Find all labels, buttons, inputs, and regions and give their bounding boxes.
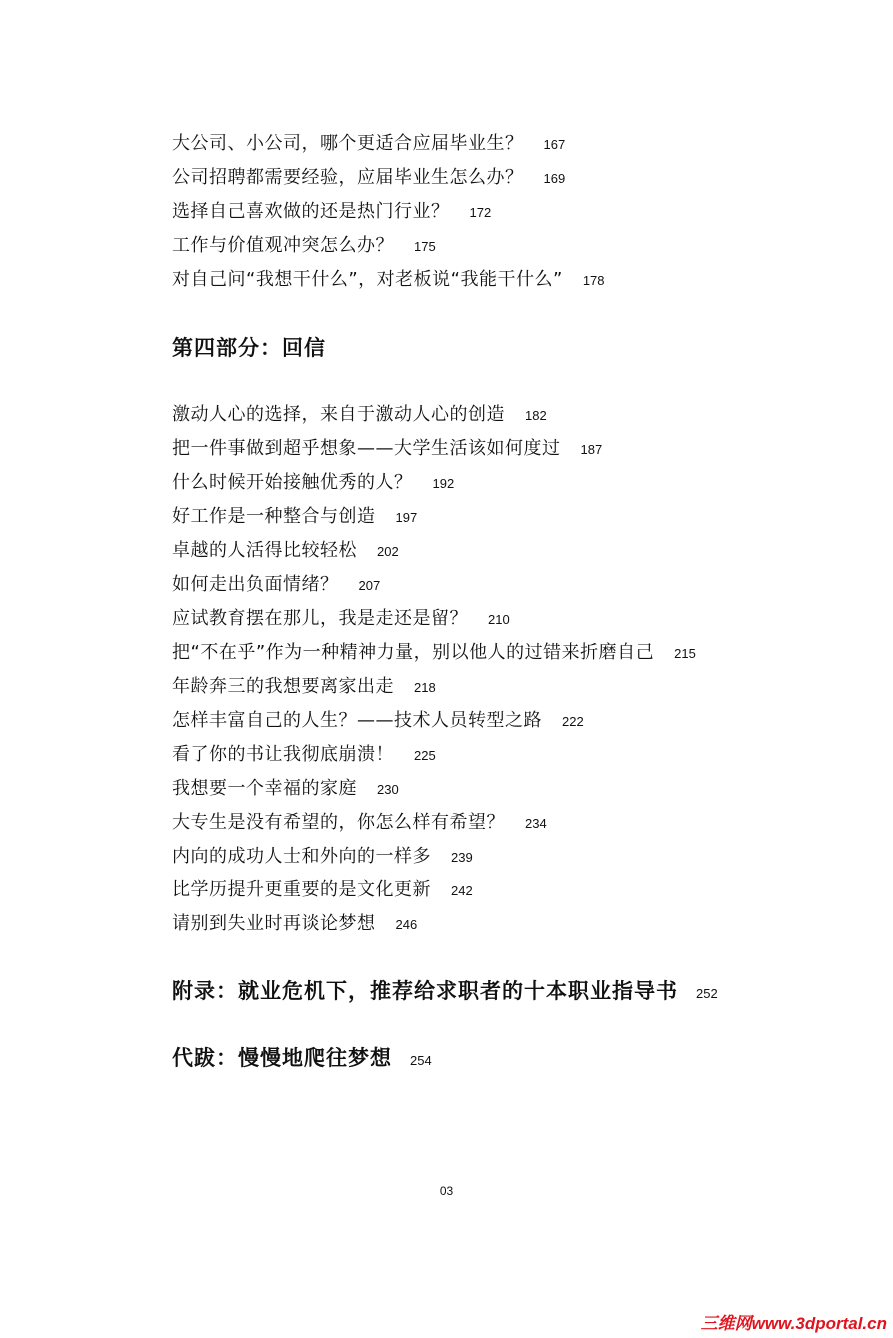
toc-entry-page: 218: [414, 680, 436, 695]
toc-entry-title: 大公司、小公司，哪个更适合应届毕业生？: [172, 133, 524, 154]
toc-entry: [172, 607, 510, 632]
toc-entry-title: 什么时候开始接触优秀的人？: [172, 472, 413, 493]
toc-entry-title: 公司招聘都需要经验，应届毕业生怎么办？: [172, 167, 524, 188]
toc-entry-title: 工作与价值观冲突怎么办？: [172, 235, 394, 256]
toc-entry-page: 182: [525, 408, 547, 423]
toc-entry-page: 207: [358, 578, 381, 593]
toc-entry: [172, 403, 547, 428]
toc-entry-title: 看了你的书让我彻底崩溃！: [172, 744, 394, 765]
toc-entry: [172, 912, 417, 937]
part4-heading: 第四部分：回信: [172, 336, 326, 360]
toc-entry-page: 246: [395, 917, 418, 932]
toc-entry-page: 225: [414, 748, 436, 763]
toc-entry: [172, 811, 547, 836]
toc-entry: [172, 132, 565, 157]
toc-entry-title: 年龄奔三的我想要离家出走: [172, 676, 394, 697]
toc-entry-page: 202: [377, 544, 399, 559]
toc-entry-title: 选择自己喜欢做的还是热门行业？: [172, 201, 450, 222]
toc-entry-title: 内向的成功人士和外向的一样多: [172, 846, 431, 867]
toc-entry: [172, 777, 399, 802]
toc-entry-page: 178: [582, 273, 605, 288]
toc-entry-page: 187: [580, 442, 603, 457]
toc-entry-title: 我想要一个幸福的家庭: [172, 778, 357, 799]
toc-entry-title: 大专生是没有希望的，你怎么样有希望？: [172, 812, 505, 833]
toc-entry: [172, 878, 473, 903]
appendix-page: 252: [696, 986, 718, 1001]
watermark: 三维网www.3dportal.cn: [700, 1314, 887, 1333]
toc-entry-page: 192: [432, 476, 455, 491]
toc-entry-title: 应试教育摆在那儿，我是走还是留？: [172, 608, 468, 629]
toc-entry-title: 对自己问“我想干什么”，对老板说“我能干什么”: [172, 269, 563, 290]
toc-entry-page: 169: [543, 171, 566, 186]
postscript-heading: [172, 1044, 432, 1075]
toc-entry-page: 234: [525, 816, 547, 831]
toc-entry-title: 请别到失业时再谈论梦想: [172, 913, 376, 934]
toc-entry-title: 把一件事做到超乎想象——大学生活该如何度过: [172, 438, 561, 459]
toc-entry-page: 210: [488, 612, 510, 627]
toc-entry: [172, 743, 436, 768]
toc-entry-page: 172: [469, 205, 492, 220]
toc-entry: [172, 709, 584, 734]
postscript-page: 254: [410, 1053, 432, 1068]
toc-entry-page: 215: [674, 646, 696, 661]
toc-entry-page: 230: [377, 782, 399, 797]
toc-entry: [172, 675, 436, 700]
toc-entry: [172, 573, 380, 598]
toc-entry: [172, 845, 473, 870]
toc-entry-page: 239: [451, 850, 473, 865]
toc-entry: [172, 200, 491, 225]
toc-entry: [172, 166, 565, 191]
toc-entry: [172, 471, 454, 496]
toc-entry-page: 242: [451, 883, 473, 898]
toc-entry-title: 卓越的人活得比较轻松: [172, 540, 357, 561]
toc-entry: [172, 234, 436, 259]
toc-entry: [172, 505, 417, 530]
toc-entry-page: 175: [414, 239, 436, 254]
toc-entry-title: 如何走出负面情绪？: [172, 574, 339, 595]
toc-entry-title: 怎样丰富自己的人生？——技术人员转型之路: [172, 710, 542, 731]
postscript-title: 代跋：慢慢地爬往梦想: [172, 1046, 392, 1070]
appendix-title: 附录：就业危机下，推荐给求职者的十本职业指导书: [172, 979, 678, 1003]
toc-entry-page: 197: [395, 510, 418, 525]
toc-entry-page: 222: [562, 714, 584, 729]
toc-entry-page: 167: [543, 137, 566, 152]
toc-entry: [172, 268, 605, 293]
toc-entry-title: 好工作是一种整合与创造: [172, 506, 376, 527]
toc-entry-title: 激动人心的选择，来自于激动人心的创造: [172, 404, 505, 425]
toc-entry-title: 把“不在乎”作为一种精神力量，别以他人的过错来折磨自己: [172, 642, 655, 663]
appendix-heading: [172, 977, 718, 1008]
toc-entry: [172, 641, 696, 666]
toc-entry: [172, 539, 399, 564]
toc-entry: [172, 437, 602, 462]
toc-entry-title: 比学历提升更重要的是文化更新: [172, 879, 431, 900]
page-number: 03: [439, 1184, 454, 1198]
